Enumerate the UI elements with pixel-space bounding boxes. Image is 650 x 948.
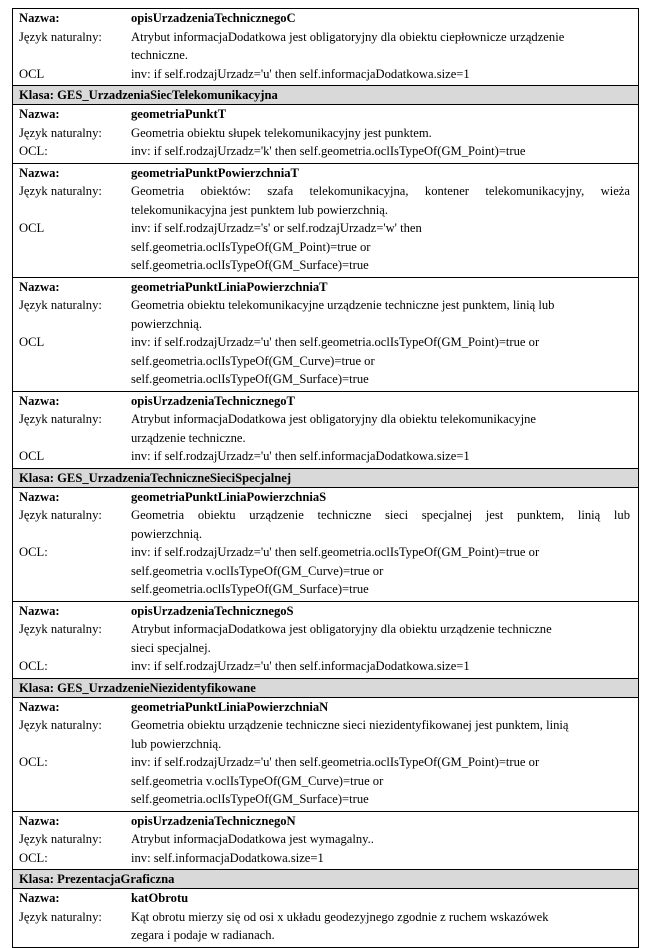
row-label: Język naturalny: [19, 184, 102, 198]
attribute-name: geometriaPunktLiniaPowierzchniaT [131, 279, 328, 294]
name-label: Nazwa: [19, 165, 60, 180]
row-label: Język naturalny: [19, 125, 102, 140]
detail-row [13, 447, 638, 466]
detail-row [13, 429, 638, 448]
row-text-line: powierzchnią. [131, 526, 202, 541]
detail-row [13, 370, 638, 389]
row-label: Język naturalny: [19, 412, 102, 426]
attribute-name: geometriaPunktT [131, 107, 227, 121]
row-label: OCL [19, 449, 45, 463]
row-text-line: Geometria obiektów: szafa telekomunikacyjna, kontener telekomunikacyjny, wieża [131, 184, 630, 198]
class-header: Klasa: PrezentacjaGraficzna [13, 870, 638, 889]
detail-row [13, 639, 638, 658]
row-label-spacer [13, 315, 131, 334]
row-label-spacer [13, 562, 131, 581]
name-label: Nazwa: [19, 489, 60, 504]
row-text-line: Geometria obiektu słupek telekomunikacyjny jest punktem. [131, 125, 432, 140]
name-row [13, 392, 638, 411]
attribute-entry [13, 488, 638, 602]
detail-row [13, 562, 638, 581]
name-row [13, 602, 638, 621]
row-text-line: self.geometria.oclIsTypeOf(GM_Curve)=true or [131, 353, 375, 368]
row-text-line: inv: if self.rodzajUrzadz='k' then self.geometria.oclIsTypeOf(GM_Point)=true [131, 144, 526, 158]
detail-row [13, 201, 638, 220]
row-text-line: Atrybut informacjaDodatkowa jest wymagalny.. [131, 832, 374, 846]
row-label: Język naturalny: [19, 718, 102, 732]
row-text-line: self.geometria.oclIsTypeOf(GM_Surface)=true [131, 372, 369, 386]
row-label-spacer [13, 639, 131, 658]
name-label: Nazwa: [19, 699, 60, 714]
row-label-spacer [13, 580, 131, 599]
row-text-line: Geometria obiektu urządzenie techniczne sieci niezidentyfikowanej jest punktem, linią [131, 718, 569, 732]
detail-row [13, 46, 638, 65]
row-label: OCL: [19, 755, 48, 769]
row-text-line: inv: if self.rodzajUrzadz='u' then self.informacjaDodatkowa.size=1 [131, 66, 470, 81]
detail-row [13, 238, 638, 257]
row-text-line: Geometria obiektu telekomunikacyjne urządzenie techniczne jest punktem, linią lub [131, 298, 555, 312]
name-row [13, 698, 638, 717]
attribute-entry [13, 889, 638, 948]
attribute-name: katObrotu [131, 891, 189, 905]
row-text-line: Atrybut informacjaDodatkowa jest obligatoryjny dla obiektu telekomunikacyjne [131, 412, 536, 426]
detail-row [13, 908, 638, 927]
attribute-entry [13, 392, 638, 469]
row-label-spacer [13, 352, 131, 371]
name-row [13, 889, 638, 908]
name-label: Nazwa: [19, 393, 60, 408]
row-text-line: inv: if self.rodzajUrzadz='u' then self.informacjaDodatkowa.size=1 [131, 449, 470, 463]
row-label: OCL: [19, 850, 48, 865]
row-label: Język naturalny: [19, 832, 102, 846]
detail-row [13, 142, 638, 161]
row-text-line: techniczne. [131, 48, 188, 62]
detail-row [13, 657, 638, 676]
row-text-line: inv: self.informacjaDodatkowa.size=1 [131, 850, 324, 865]
detail-row [13, 219, 638, 238]
row-label: OCL: [19, 144, 48, 158]
attribute-entry [13, 812, 638, 871]
row-text-line: self.geometria.oclIsTypeOf(GM_Surface)=true [131, 258, 369, 272]
row-label: OCL: [19, 659, 48, 673]
class-header: Klasa: GES_UrzadzenieNiezidentyfikowane [13, 679, 638, 698]
name-row [13, 278, 638, 297]
detail-row [13, 580, 638, 599]
detail-row [13, 830, 638, 849]
row-text-line: self.geometria v.oclIsTypeOf(GM_Curve)=true or [131, 773, 384, 788]
row-label: OCL [19, 66, 45, 81]
specification-table [12, 8, 639, 948]
detail-row [13, 543, 638, 562]
row-text-line: inv: if self.rodzajUrzadz='s' or self.rodzajUrzadz='w' then [131, 221, 422, 235]
name-row [13, 812, 638, 831]
row-text-line: inv: if self.rodzajUrzadz='u' then self.geometria.oclIsTypeOf(GM_Point)=true or [131, 755, 540, 769]
row-label-spacer [13, 370, 131, 389]
detail-row [13, 333, 638, 352]
detail-row [13, 182, 638, 201]
attribute-entry [13, 602, 638, 679]
row-label: OCL [19, 335, 45, 349]
row-text-line: Kąt obrotu mierzy się od osi x układu geodezyjnego zgodnie z ruchem wskazówek [131, 909, 549, 924]
attribute-entry [13, 9, 638, 86]
detail-row [13, 772, 638, 791]
name-row [13, 164, 638, 183]
name-label: Nazwa: [19, 11, 60, 25]
row-label-spacer [13, 46, 131, 65]
row-label: Język naturalny: [19, 622, 102, 636]
row-text-line: self.geometria v.oclIsTypeOf(GM_Curve)=true or [131, 563, 384, 578]
row-label: OCL [19, 221, 45, 235]
name-label: Nazwa: [19, 603, 60, 618]
detail-row [13, 352, 638, 371]
row-label-spacer [13, 525, 131, 544]
detail-row [13, 315, 638, 334]
attribute-name: opisUrzadzeniaTechnicznegoS [131, 603, 294, 618]
detail-row [13, 410, 638, 429]
attribute-name: geometriaPunktLiniaPowierzchniaN [131, 699, 329, 714]
row-text-line: inv: if self.rodzajUrzadz='u' then self.geometria.oclIsTypeOf(GM_Point)=true or [131, 335, 540, 349]
row-text-line: powierzchnią. [131, 316, 202, 331]
row-text-line: Atrybut informacjaDodatkowa jest obligatoryjny dla obiektu ciepłownicze urządzenie [131, 29, 565, 44]
name-row [13, 105, 638, 124]
detail-row [13, 735, 638, 754]
row-text-line: inv: if self.rodzajUrzadz='u' then self.geometria.oclIsTypeOf(GM_Point)=true or [131, 545, 540, 559]
row-label-spacer [13, 201, 131, 220]
name-label: Nazwa: [19, 813, 60, 828]
detail-row [13, 790, 638, 809]
row-text-line: self.geometria.oclIsTypeOf(GM_Surface)=true [131, 582, 369, 596]
row-label: Język naturalny: [19, 298, 102, 312]
class-header: Klasa: GES_UrzadzeniaTechniczneSieciSpecjalnej [13, 469, 638, 488]
name-row [13, 488, 638, 507]
row-text-line: self.geometria.oclIsTypeOf(GM_Point)=true or [131, 239, 371, 254]
row-text-line: lub powierzchnią. [131, 736, 222, 751]
row-label: Język naturalny: [19, 508, 102, 522]
row-label: OCL: [19, 545, 48, 559]
row-label: Język naturalny: [19, 909, 102, 924]
attribute-entry [13, 278, 638, 392]
row-label-spacer [13, 256, 131, 275]
row-text-line: telekomunikacyjna jest punktem lub powierzchnią. [131, 202, 389, 217]
detail-row [13, 525, 638, 544]
detail-row [13, 65, 638, 84]
row-text-line: Atrybut informacjaDodatkowa jest obligatoryjny dla obiektu urządzenie techniczne [131, 622, 552, 636]
detail-row [13, 296, 638, 315]
detail-row [13, 28, 638, 47]
detail-row [13, 506, 638, 525]
name-label: Nazwa: [19, 279, 60, 294]
attribute-entry [13, 164, 638, 278]
row-label-spacer [13, 772, 131, 791]
row-label-spacer [13, 790, 131, 809]
attribute-name: geometriaPunktPowierzchniaT [131, 165, 299, 180]
detail-row [13, 124, 638, 143]
row-text-line: urządzenie techniczne. [131, 430, 246, 445]
attribute-name: geometriaPunktLiniaPowierzchniaS [131, 489, 327, 504]
row-text-line: inv: if self.rodzajUrzadz='u' then self.informacjaDodatkowa.size=1 [131, 659, 470, 673]
row-label-spacer [13, 735, 131, 754]
row-text-line: Geometria obiektu urządzenie techniczne sieci specjalnej jest punktem, linią lub [131, 508, 630, 522]
attribute-entry [13, 698, 638, 812]
detail-row [13, 256, 638, 275]
name-label: Nazwa: [19, 107, 60, 121]
row-label-spacer [13, 429, 131, 448]
detail-row [13, 753, 638, 772]
detail-row [13, 849, 638, 868]
attribute-name: opisUrzadzeniaTechnicznegoN [131, 813, 296, 828]
class-header: Klasa: GES_UrzadzeniaSiecTelekomunikacyjna [13, 86, 638, 105]
row-text-line: sieci specjalnej. [131, 640, 211, 655]
name-label: Nazwa: [19, 891, 60, 905]
detail-row [13, 620, 638, 639]
row-text-line: zegara i podaje w radianach. [131, 928, 275, 942]
name-row [13, 9, 638, 28]
row-text-line: self.geometria.oclIsTypeOf(GM_Surface)=true [131, 792, 369, 806]
attribute-name: opisUrzadzeniaTechnicznegoT [131, 393, 295, 408]
row-label-spacer [13, 238, 131, 257]
attribute-name: opisUrzadzeniaTechnicznegoC [131, 11, 296, 25]
detail-row [13, 716, 638, 735]
row-label: Język naturalny: [19, 29, 102, 44]
attribute-entry [13, 105, 638, 164]
